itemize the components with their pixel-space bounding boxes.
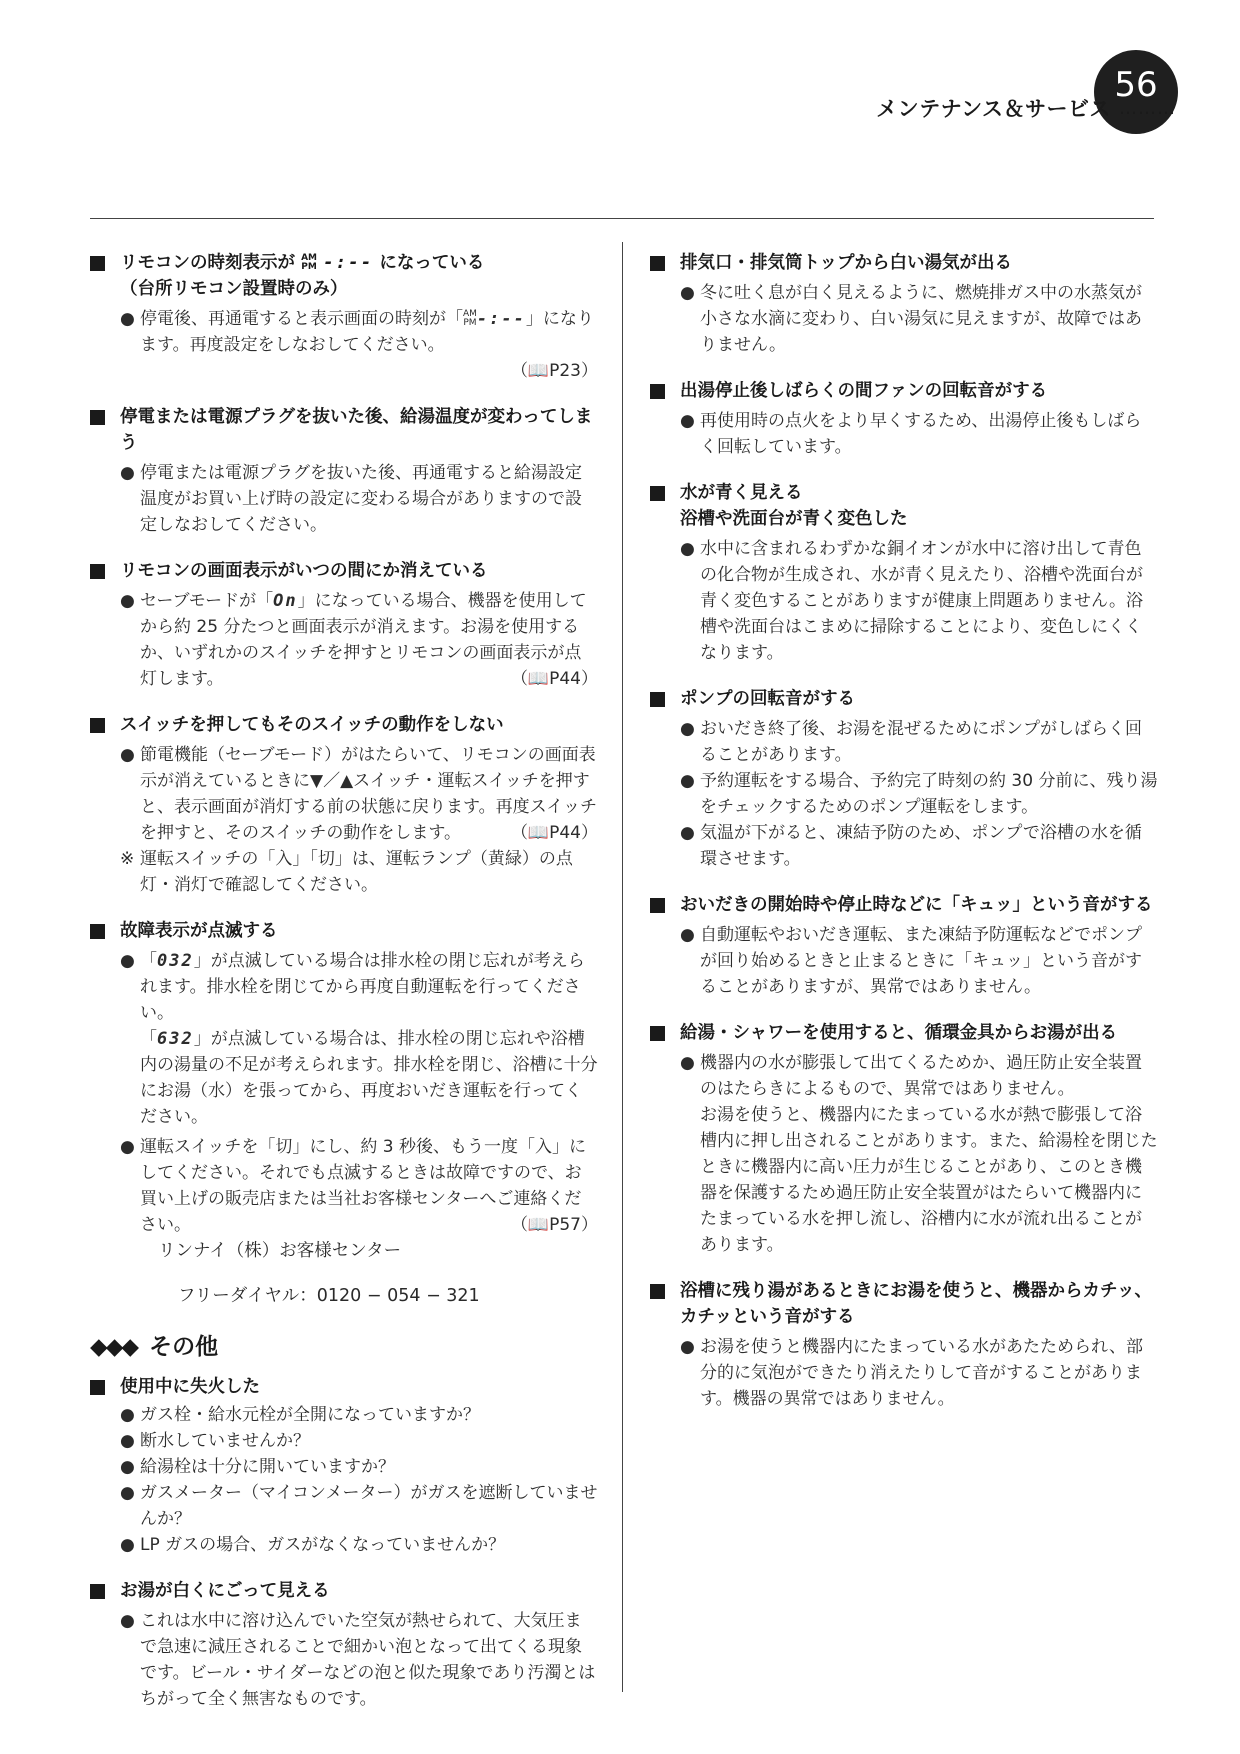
bullet-dot-icon: ● xyxy=(680,1337,695,1357)
list-item: ● ガス栓・給水元栓が全開になっていますか？ xyxy=(90,1402,598,1428)
leader-dots: ……… xyxy=(1119,97,1176,119)
bullet-dot-icon: ● xyxy=(120,591,135,611)
square-bullet-icon xyxy=(90,718,105,733)
faq-item-blue-water xyxy=(650,480,1158,666)
contact-phone: フリーダイヤル：0120 − 054 − 321 xyxy=(178,1285,480,1306)
bullet-dot-icon: ● xyxy=(120,951,135,971)
bullet-dot-icon: ● xyxy=(680,411,695,431)
square-bullet-icon xyxy=(650,1026,665,1041)
bullet-dot-icon: ● xyxy=(680,1053,695,1073)
section-header xyxy=(876,86,1176,130)
faq-answer: ● 運転スイッチを「切」にし、約 3 秒後、もう一度「入」にしてください。それでも点滅するときは故障ですので、お買い上げの販売店または当社お客様センターへご連絡ください。 （📖P57） xyxy=(90,1134,598,1238)
square-bullet-icon xyxy=(650,898,665,913)
bullet-dot-icon: ● xyxy=(680,283,695,303)
faq-answer: ● 水中に含まれるわずかな銅イオンが水中に溶け出して青色の化合物が生成され、水が青く見えたり、浴槽や洗面台が青く変色することがありますが健康上問題ありません。浴槽や洗面台はこまめに掃除することにより、変色しにくくなります。 xyxy=(650,536,1158,666)
faq-answer: ● 再使用時の点火をより早くするため、出湯停止後もしばらく回転しています。 xyxy=(650,408,1158,460)
faq-item-temperature-change xyxy=(90,404,598,538)
square-bullet-icon xyxy=(90,924,105,939)
faq-item-white-steam xyxy=(650,250,1158,358)
faq-answer: ● 節電機能（セーブモード）がはたらいて、リモコンの画面表示が消えているときに▼／▲スイッチ・運転スイッチを押すと、表示画面が消灯する前の状態に戻ります。再度スイッチを押すと、そのスイッチの動作をします。 （📖P44） xyxy=(90,742,598,846)
faq-item-switch-no-action xyxy=(90,712,598,898)
bullet-dot-icon: ● xyxy=(120,1534,135,1555)
faq-heading: 出湯停止後しばらくの間ファンの回転音がする xyxy=(650,378,1158,404)
heading-text: （台所リモコン設置時のみ） xyxy=(120,279,348,299)
bullet-dot-icon: ● xyxy=(120,1137,135,1157)
faq-item-click-sound xyxy=(650,1278,1158,1412)
faq-note: ※ 運転スイッチの「入」「切」は、運転ランプ（黄緑）の点灯・消灯で確認してください。 xyxy=(90,846,598,898)
page-number: 56 xyxy=(1094,50,1178,134)
list-item: ● ガスメーター（マイコンメーター）がガスを遮断していませんか？ xyxy=(90,1480,598,1532)
square-bullet-icon xyxy=(650,692,665,707)
faq-heading: ポンプの回転音がする xyxy=(650,686,1158,712)
faq-answer: ● これは水中に溶け込んでいた空気が熱せられて、大気圧まで急速に減圧されることで細かい泡となって出てくる現象です。ビール・サイダーなどの泡と似た現象であり汚濁とはちがって全く無害なものです。 xyxy=(90,1608,598,1712)
section-title: メンテナンス＆サービス xyxy=(876,97,1111,121)
faq-item-squeak-sound xyxy=(650,892,1158,1000)
segment-display: On xyxy=(273,591,298,611)
segment-display: 032 xyxy=(157,951,194,971)
faq-answer: ● 「032」が点滅している場合は排水栓の閉じ忘れが考えられます。排水栓を閉じてから再度自動運転を行ってください。 xyxy=(90,948,598,1026)
segment-display: 632 xyxy=(157,1029,194,1049)
bullet-dot-icon: ● xyxy=(120,1482,135,1503)
bullet-dot-icon: ● xyxy=(680,925,695,945)
faq-item-pump-noise xyxy=(650,686,1158,872)
heading-text: リモコンの時刻表示が xyxy=(120,253,295,273)
faq-item-fan-noise xyxy=(650,378,1158,460)
bullet-dot-icon: ● xyxy=(680,823,695,843)
list-item: ● 断水していませんか？ xyxy=(90,1428,598,1454)
bullet-dot-icon: ● xyxy=(120,1456,135,1477)
faq-heading: 停電または電源プラグを抜いた後、給湯温度が変わってしまう xyxy=(90,404,598,456)
faq-heading: 排気口・排気筒トップから白い湯気が出る xyxy=(650,250,1158,276)
square-bullet-icon xyxy=(90,1584,105,1599)
faq-answer: 「632」が点滅している場合は、排水栓の閉じ忘れや浴槽内の湯量の不足が考えられます。排水栓を閉じ、浴槽に十分にお湯（水）を張ってから、再度おいだき運転を行ってください。 xyxy=(140,1029,598,1127)
faq-heading: 故障表示が点滅する xyxy=(90,918,598,944)
faq-answer: ● お湯を使うと機器内にたまっている水があたためられ、部分的に気泡ができたり消えたりして音がすることがあります。機器の異常ではありません。 xyxy=(650,1334,1158,1412)
square-bullet-icon xyxy=(650,1284,665,1299)
bullet-dot-icon: ● xyxy=(120,745,135,765)
faq-heading: お湯が白くにごって見える xyxy=(90,1578,598,1604)
ampm-indicator: AM PM xyxy=(463,309,477,328)
bullet-dot-icon: ● xyxy=(680,539,695,559)
bullet-dot-icon: ● xyxy=(120,463,135,483)
bullet-dot-icon: ● xyxy=(680,719,695,739)
bullet-dot-icon: ● xyxy=(120,1610,135,1631)
faq-item-cloudy-water xyxy=(90,1578,598,1712)
header-rule xyxy=(90,218,1154,219)
faq-heading xyxy=(90,250,598,302)
faq-item-error-blink xyxy=(90,918,598,1310)
faq-heading: 浴槽に残り湯があるときにお湯を使うと、機器からカチッ、カチッという音がする xyxy=(650,1278,1158,1330)
faq-answer: お湯を使うと、機器内にたまっている水が熱で膨張して浴槽内に押し出されることがあります。また、給湯栓を閉じたときに機器内に高い圧力が生じることがあり、このとき機器を保護するため過圧防止安全装置がはたらいて機器内にたまっている水を押し流し、浴槽内に水が流れ出ることがあります。 xyxy=(700,1105,1158,1255)
square-bullet-icon xyxy=(650,384,665,399)
faq-item-flame-out xyxy=(90,1374,598,1558)
square-bullet-icon xyxy=(650,486,665,501)
segment-display: -:-- xyxy=(323,253,374,273)
right-column xyxy=(650,250,1158,1432)
heading-text: になっている xyxy=(379,253,485,273)
faq-item-water-from-fitting xyxy=(650,1020,1158,1258)
page-reference: （📖P44） xyxy=(510,669,598,689)
square-bullet-icon xyxy=(90,1380,105,1395)
faq-item-display-off xyxy=(90,558,598,692)
page-reference: （📖P44） xyxy=(510,823,598,843)
bullet-dot-icon: ● xyxy=(120,1404,135,1425)
list-item: ● 予約運転をする場合、予約完了時刻の約 30 分前に、残り湯をチェックするためのポンプ運転をします。 xyxy=(650,768,1158,820)
square-bullet-icon xyxy=(90,256,105,271)
ampm-indicator: AM PM xyxy=(301,253,318,272)
faq-heading: 使用中に失火した xyxy=(90,1374,598,1400)
faq-answer: ● セーブモードが「On」になっている場合、機器を使用してから約 25 分たつと画面表示が消えます。お湯を使用するか、いずれかのスイッチを押すとリモコンの画面表示が点灯します。 （📖P44） xyxy=(90,588,598,692)
list-item: ● おいだき終了後、お湯を混ぜるためにポンプがしばらく回ることがあります。 xyxy=(650,716,1158,768)
faq-answer: ● 停電または電源プラグを抜いた後、再通電すると給湯設定温度がお買い上げ時の設定に変わる場合がありますので設定しなおしてください。 xyxy=(90,460,598,538)
contact-name: リンナイ（株）お客様センター xyxy=(158,1241,402,1261)
faq-heading: リモコンの画面表示がいつの間にか消えている xyxy=(90,558,598,584)
faq-heading: おいだきの開始時や停止時などに「キュッ」という音がする xyxy=(650,892,1158,918)
column-divider xyxy=(622,242,623,1692)
square-bullet-icon xyxy=(90,564,105,579)
faq-heading: 水が青く見える 浴槽や洗面台が青く変色した xyxy=(650,480,1158,532)
page-reference: （📖P23） xyxy=(510,361,598,381)
faq-item-clock-display xyxy=(90,250,598,384)
square-bullet-icon xyxy=(650,256,665,271)
bullet-dot-icon: ● xyxy=(680,771,695,791)
faq-answer: ● 自動運転やおいだき運転、また凍結予防運転などでポンプが回り始めるときと止まるときに「キュッ」という音がすることがありますが、異常ではありません。 xyxy=(650,922,1158,1000)
faq-answer: ● 停電後、再通電すると表示画面の時刻が「AM PM-:--」になります。再度設定をしなおしてください。 （📖P23） xyxy=(90,306,598,384)
list-item: ● LP ガスの場合、ガスがなくなっていませんか？ xyxy=(90,1532,598,1558)
square-bullet-icon xyxy=(90,410,105,425)
list-item: ● 給湯栓は十分に開いていますか？ xyxy=(90,1454,598,1480)
faq-heading: 給湯・シャワーを使用すると、循環金具からお湯が出る xyxy=(650,1020,1158,1046)
faq-heading: スイッチを押してもそのスイッチの動作をしない xyxy=(90,712,598,738)
note-mark: ※ xyxy=(120,849,135,869)
left-column xyxy=(90,250,598,1732)
bullet-dot-icon: ● xyxy=(120,309,135,329)
faq-answer: ● 機器内の水が膨張して出てくるためか、過圧防止安全装置のはたらきによるもので、異常ではありません。 xyxy=(650,1050,1158,1102)
list-item: ● 気温が下がると、凍結予防のため、ポンプで浴槽の水を循環させます。 xyxy=(650,820,1158,872)
bullet-dot-icon: ● xyxy=(120,1430,135,1451)
page-reference: （📖P57） xyxy=(510,1215,598,1235)
subsection-title: ◆◆◆ その他 xyxy=(90,1333,219,1360)
faq-answer: ● 冬に吐く息が白く見えるように、燃焼排ガス中の水蒸気が小さな水滴に変わり、白い湯気に見えますが、故障ではありません。 xyxy=(650,280,1158,358)
diamond-icon: ◆◆◆ xyxy=(90,1333,138,1360)
